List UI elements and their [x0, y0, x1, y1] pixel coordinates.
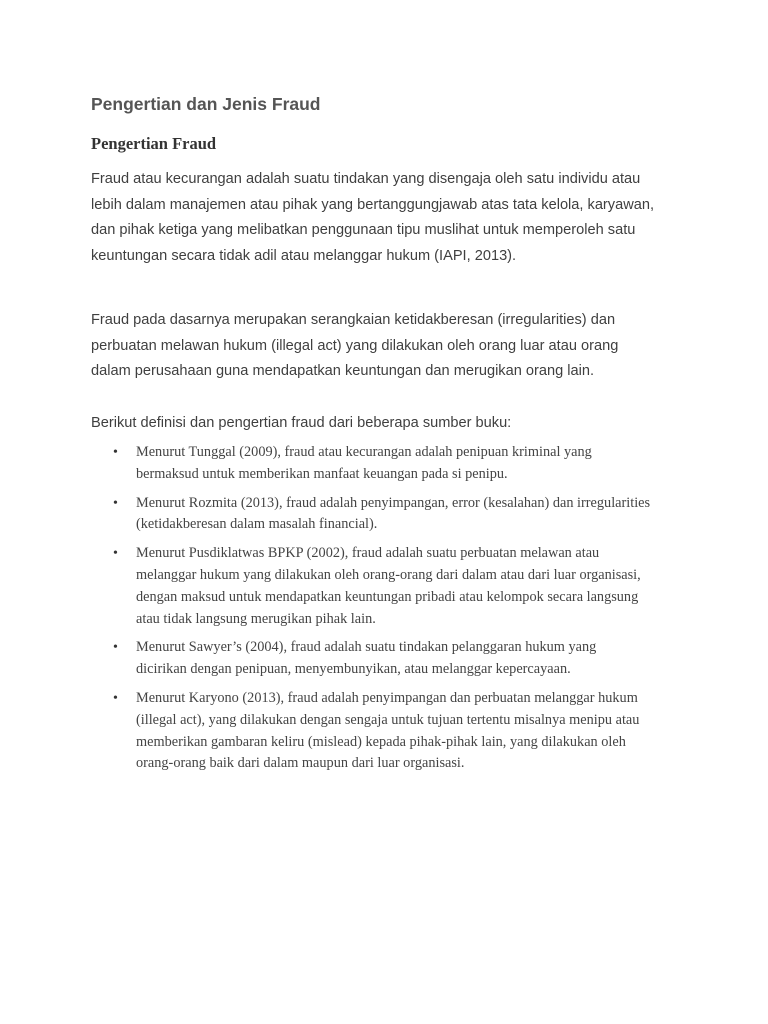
- paragraph-line: Fraud atau kecurangan adalah suatu tindakan yang disengaja oleh satu individu atau: [91, 171, 641, 187]
- list-item-line: dicirikan dengan penipuan, menyembunyikan, atau melanggar kepercayaan.: [136, 661, 571, 678]
- list-item-line: Menurut Pusdiklatwas BPKP (2002), fraud adalah suatu perbuatan melawan atau: [136, 545, 600, 562]
- definition-list: [91, 442, 691, 775]
- section-heading: Pengertian Fraud: [91, 134, 217, 153]
- paragraph-line: lebih dalam manajemen atau pihak yang bertanggungjawab atas tata kelola, karyawan,: [91, 196, 655, 213]
- list-item-line: Menurut Rozmita (2013), fraud adalah penyimpangan, error (kesalahan) dan irregularities: [136, 494, 651, 511]
- list-item-line: (ketidakberesan dalam masalah financial).: [136, 516, 378, 533]
- list-item: [91, 543, 691, 630]
- paragraph-definition: [91, 167, 691, 269]
- list-item-line: memberikan gambaran keliru (mislead) kepada pihak-pihak lain, yang dilakukan oleh: [136, 733, 626, 750]
- paragraph-line: keuntungan secara tidak adil atau melanggar hukum (IAPI, 2013).: [91, 247, 517, 264]
- document-body: [91, 90, 691, 782]
- bullet-icon: •: [113, 640, 118, 656]
- list-item: [91, 637, 691, 681]
- list-item-line: Menurut Karyono (2013), fraud adalah penyimpangan dan perbuatan melanggar hukum: [136, 689, 638, 706]
- list-item-line: melanggar hukum yang dilakukan oleh orang-orang dari dalam atau dari luar organisasi,: [136, 566, 641, 583]
- list-item-line: orang-orang baik dari dalam maupun dari luar organisasi.: [136, 755, 465, 772]
- list-item: [91, 688, 691, 775]
- list-item-line: Menurut Tunggal (2009), fraud atau kecurangan adalah penipuan kriminal yang: [136, 444, 592, 460]
- list-item: [91, 442, 691, 486]
- list-item-line: atau tidak langsung merugikan pihak lain.: [136, 610, 376, 627]
- bullet-icon: •: [113, 445, 118, 460]
- list-item-line: dengan maksud untuk mendapatkan keuntungan pribadi atau kelompok secara langsung: [136, 588, 639, 605]
- paragraph-line: Fraud pada dasarnya merupakan serangkaian ketidakberesan (irregularities) dan: [91, 312, 616, 328]
- paragraph-irregularities: [91, 308, 691, 385]
- list-item: [91, 493, 691, 537]
- paragraph-line: Berikut definisi dan pengertian fraud dari beberapa sumber buku:: [91, 414, 512, 431]
- list-item-line: (illegal act), yang dilakukan dengan sengaja untuk tujuan tertentu misalnya menipu atau: [136, 711, 640, 728]
- paragraph-line: dan pihak ketiga yang melibatkan penggunaan tipu muslihat untuk memperoleh satu: [91, 222, 636, 238]
- page-title: Pengertian dan Jenis Fraud: [91, 94, 321, 114]
- bullet-icon: •: [113, 495, 118, 511]
- bullet-icon: •: [113, 690, 118, 706]
- paragraph-line: dalam perusahaan guna mendapatkan keuntungan dan merugikan orang lain.: [91, 363, 595, 379]
- list-item-line: Menurut Sawyer’s (2004), fraud adalah suatu tindakan pelanggaran hukum yang: [136, 639, 597, 656]
- list-item-line: bermaksud untuk memberikan manfaat keuangan pada si penipu.: [136, 465, 508, 482]
- bullet-icon: •: [113, 546, 118, 562]
- paragraph-intro-list: [91, 411, 691, 437]
- paragraph-line: perbuatan melawan hukum (illegal act) yang dilakukan oleh orang luar atau orang: [91, 337, 619, 354]
